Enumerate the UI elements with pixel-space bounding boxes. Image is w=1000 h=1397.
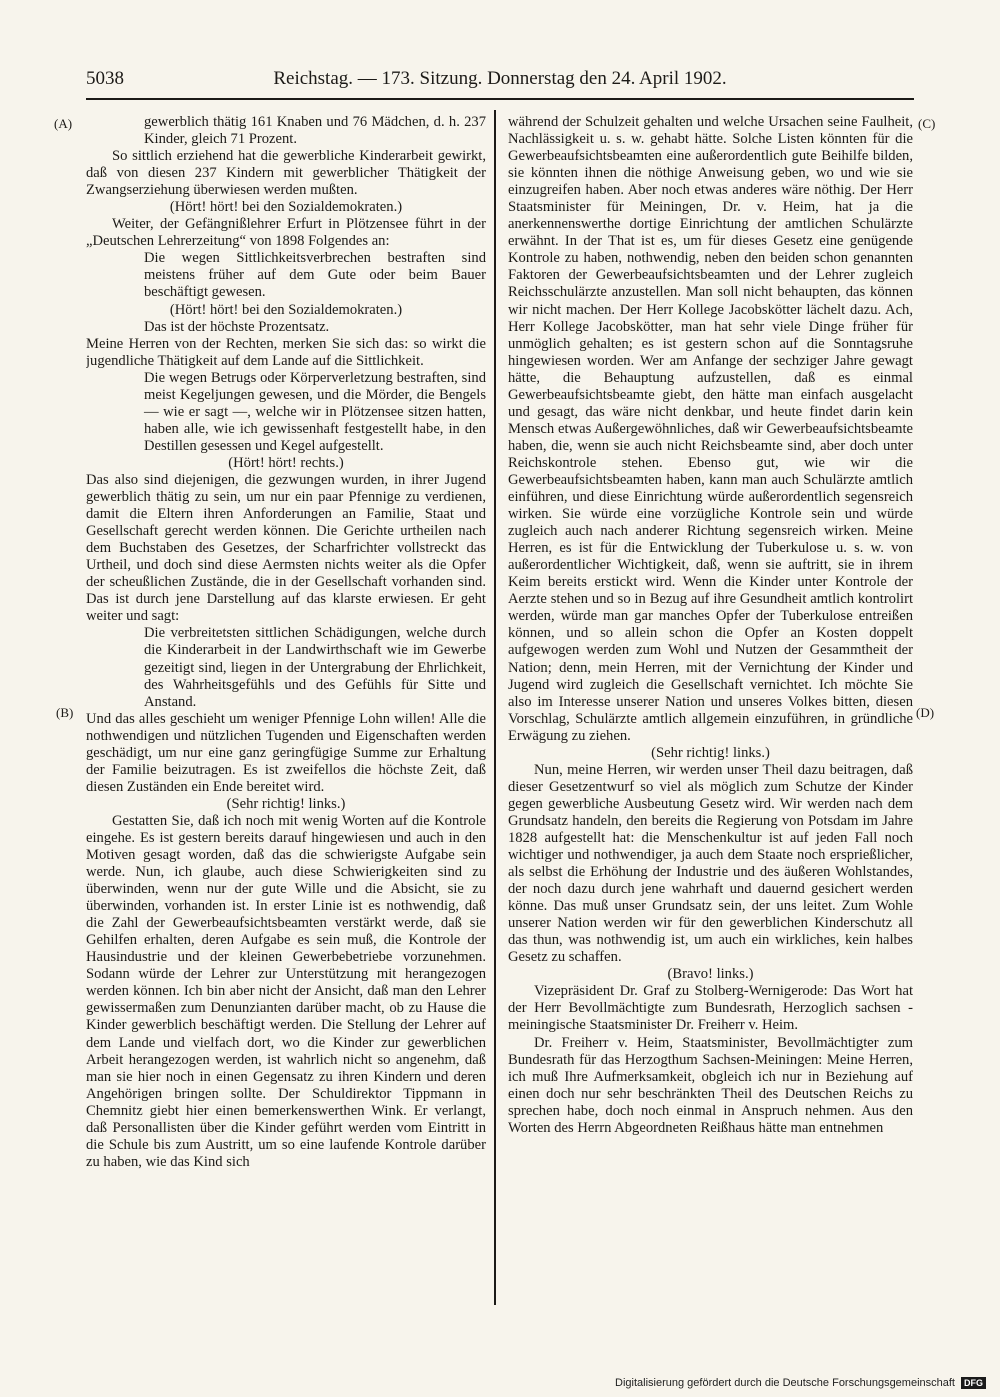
right-column — [508, 114, 913, 1310]
page-header — [86, 68, 914, 94]
margin-marker-c: (C) — [918, 116, 936, 131]
quotation: Die verbreitetsten sittlichen Schädigungen, welche durch die Kinderarbeit in der Landwirthschaft wie im Gewerbe gezeitigt sind, liegen in der Untergrabung der Ehrlichkeit, des Wahrheitsgefühls und des Gefühls für Sitte und Anstand. — [144, 625, 486, 710]
speaker-paragraph: Dr. Freiherr v. Heim, Staatsminister, Bevollmächtigter zum Bundesrath für das Herzogthum Sachsen-Meiningen: Meine Herren, ich muß Ihre Aufmerksamkeit, obgleich ich nur in Beziehung auf einen doch nur sehr beschränkten Theil des Deutschen Reichs zu sprechen habe, doch noch einmal in Anspruch nehmen. Aus den Worten des Herrn Abgeordneten Reißhaus hätte man entnehmen — [508, 1034, 913, 1136]
running-title: Reichstag. — 173. Sitzung. Donnerstag den 24. April 1902. — [273, 68, 727, 89]
margin-marker-b: (B) — [56, 705, 74, 720]
paragraph: während der Schulzeit gehalten und welche Ursachen seine Faulheit, Nachlässigkeit u. s. w. gehabt hätte. Solche Listen könnten für die Gewerbeaufsichtsbeamten eine außerordentlich gute Beihilfe bilden, sie könnten ihnen die nöthige Anweisung geben, wo und wie sie einzugreifen haben. Aber noch etwas anderes wäre nöthig. Der Herr Staatsminister für Meiningen, Dr. v. Heim, hat ja die anerkennenswerthe dortige Einrichtung der amtlichen Schulärzte erwähnt. In der That ist es, um für dieses Gesetz eine genügende Kontrole zu haben, nothwendig, neben den beiden schon genannten Faktoren der Gewerbeaufsichtsbeamten und der Lehrer zugleich Reichsschulärzte anzustellen. Man soll nicht behaupten, das können wir nicht machen. Der Herr Kollege Jacobskötter lächelt dazu. Ach, Herr Kollege Jacobskötter, man hat sehr viele Dinge früher für unmöglich gehalten; es ist gestern schon auf die Sonntagsruhe hingewiesen worden. Wer am Anfange der sechziger Jahre gewagt hätte, die Behauptung aufzustellen, daß es einmal Gewerbeaufsichtsbeamte giebt, den hätte man einfach ausgelacht und gesagt, das wäre nicht denkbar, und heute findet darin kein Mensch etwas Außergewöhnliches, daß wir Gewerbeaufsichtsbeamte haben, die, wenn sie auch nicht Reichsbeamte sind, aber doch unter Reichskontrole stehen. Ebenso gut, wie wir die Gewerbeaufsichtsbeamten haben, kann man auch Schulärzte amtlich einführen, und diese Einrichtung würde außerordentlich segensreich wirken. Sie würde eine vorzügliche Kontrole sein und würde zugleich auch nach anderer Richtung segensreich wirken. Meine Herren, es ist für die Entwicklung der Tuberkulose u. s. w. von außerordentlicher Wichtigkeit, daß, wenn sie auftritt, sie in ihrem Keim bereits erstickt wird. Wenn die Kinder unter Kontrole der Aerzte stehen und so in Bezug auf ihre Gesundheit amtlich kontrolirt werden, würde man gar manches Opfer der Tuberkulose entreißen können, und so allein schon die Opfer an Kosten doppelt aufgewogen werden zum Wohl und Nutzen der Gesammtheit der Nation; denn, mein Herren, mit der Vernichtung der Kinder und Jugend wird zugleich die Gesellschaft vernichtet. Ich möchte Sie also im Interesse unserer Nation und unseres Volkes bitten, diesen Vorschlag, Schulärzte amtlich allgemein einzuführen, in gründliche Erwägung zu ziehen. — [508, 114, 913, 744]
paragraph: Meine Herren von der Rechten, merken Sie sich das: so wirkt die jugendliche Thätigkeit auf dem Lande auf die Sittlichkeit. — [86, 335, 486, 369]
paragraph: Weiter, der Gefängnißlehrer Erfurt in Plötzensee führt in der „Deutschen Lehrerzeitung“ von 1898 Folgendes an: — [86, 216, 486, 250]
page-number: 5038 — [86, 68, 124, 89]
margin-marker-a: (A) — [54, 116, 73, 131]
interjection: (Sehr richtig! links.) — [226, 795, 346, 812]
speaker-paragraph: Vizepräsident Dr. Graf zu Stolberg-Wernigerode: Das Wort hat der Herr Bevollmächtigte zum Bundesrath, Herzoglich sachsen - meiningische Staatsminister Dr. Freiherr v. Heim. — [508, 983, 913, 1034]
page-footer — [615, 1377, 986, 1389]
interjection: (Hört! hört! rechts.) — [228, 454, 344, 471]
quotation: Das ist der höchste Prozentsatz. — [144, 318, 330, 335]
funding-note: Digitalisierung gefördert durch die Deutsche Forschungsgemeinschaft — [615, 1377, 955, 1389]
paragraph: Und das alles geschieht um weniger Pfennige Lohn willen! Alle die nothwendigen und nützlichen Tugenden und Eigenschaften werden geschädigt, um nur eine ganz geringfügige Summe zur Erhaltung der Familie beizutragen. Es ist zweifellos die höchste Zeit, daß diesen Zuständen ein Ende bereitet wird. — [86, 710, 486, 795]
header-rule — [86, 98, 914, 100]
interjection: (Hört! hört! bei den Sozialdemokraten.) — [169, 199, 403, 216]
paragraph: So sittlich erziehend hat die gewerbliche Kinderarbeit gewirkt, daß von diesen 237 Kindern mit gewerblicher Thätigkeit der Zwangserziehung überwiesen werden mußten. — [86, 148, 486, 199]
paragraph: gewerblich thätig 161 Knaben und 76 Mädchen, d. h. 237 Kinder, gleich 71 Prozent. — [144, 114, 486, 148]
paragraph: Das also sind diejenigen, die gezwungen wurden, in ihrer Jugend gewerblich thätig zu sein, um nur ein paar Pfennige zu verdienen, damit die Eltern ihren Anforderungen an Familie, Staat und Gesellschaft gerecht werden können. Die Gerichte urtheilen nach dem Buchstaben des Gesetzes, der Scharfrichter vollstreckt das Urtheil, und doch sind diese Aermsten nichts weiter als die Opfer der scheußlichen Zustände, die in der Gesellschaft vorhanden sind. Das ist durch jene Darstellung auf das klarste erwiesen. Er geht weiter und sagt: — [86, 471, 486, 625]
quotation: Die wegen Sittlichkeitsverbrechen bestraften sind meistens früher auf dem Gute oder beim Bauer beschäftigt gewesen. — [144, 250, 486, 301]
interjection: (Sehr richtig! links.) — [651, 744, 770, 761]
margin-marker-d: (D) — [916, 705, 935, 720]
dfg-logo: DFG — [961, 1377, 986, 1389]
quotation: Die wegen Betrugs oder Körperverletzung bestraften, sind meist Kegeljungen gewesen, und die Mörder, die Bengels — wie er sagt —, welche wir in Plötzensee sitzen hatten, haben alle, wie ich gewissenhaft festgestellt habe, in den Destillen gesessen und Kegel aufgestellt. — [144, 369, 486, 454]
interjection: (Hört! hört! bei den Sozialdemokraten.) — [169, 301, 403, 318]
interjection: (Bravo! links.) — [667, 966, 754, 983]
paragraph: Gestatten Sie, daß ich noch mit wenig Worten auf die Kontrole eingehe. Es ist gestern bereits darauf hingewiesen und auch in den Motiven gesagt worden, daß das die schwierigste Aufgabe sein werde. Nun, ich glaube, auch diese Schwierigkeiten sind zu überwinden, wenn nur der gute Wille und die Absicht, sie zu überwinden, vorhanden ist. In erster Linie ist es nothwendig, daß die Zahl der Gewerbeaufsichtsbeamten verstärkt werde, daß sie Gehilfen erhalten, deren Aufgabe es sein muß, die Kontrole der Hausindustrie und der kleinen Gewerbebetriebe vorzunehmen. Sodann würde der Lehrer zur Unterstützung mit herangezogen werden können. Ich bin aber nicht der Ansicht, daß man den Lehrer gewissermaßen zum Denunzianten darüber macht, ob zu Hause die Kinder gewerblich beschäftigt werden. Die Stellung der Lehrer auf dem Lande und vielfach dort, wo die Kinder zur gewerblichen Arbeit herangezogen werden, ist wahrlich nicht so angenehm, daß man sie hier noch in einen Gegensatz zu ihren Kindern und deren Angehörigen bringen sollte. Der Schuldirektor Tippmann in Chemnitz giebt hier einen bemerkenswerthen Wink. Er verlangt, daß Personallisten über die Kinder geführt werden vom Eintritt in die Schule bis zum Austritt, um so eine laufende Kontrole darüber zu haben, wie das Kind sich — [86, 812, 486, 1170]
column-divider — [494, 110, 496, 1305]
left-column — [86, 114, 486, 1310]
paragraph: Nun, meine Herren, wir werden unser Theil dazu beitragen, daß dieser Gesetzentwurf so viel als möglich zum Schutze der Kinder gegen gewerbliche Ausbeutung Gesetz wird. Wir werden nach dem Grundsatz handeln, den bereits die Regierung von Potsdam im Jahre 1828 aufgestellt hat: die Menschenkultur ist auf jeden Fall noch wichtiger und nothwendiger, ja auch dem Staate noch ersprießlicher, als selbst die Erhöhung der Industrie und des äußeren Wohlstandes, der noch dazu durch jene wahrhaft und dauernd gesichert werden könne. Das muß unser Grundsatz sein, der uns leitet. Zum Wohle unserer Nation werden wir für den gewerblichen Kinderschutz all das thun, was nothwendig ist, um auch ein wirkliches, kein halbes Gesetz zu schaffen. — [508, 761, 913, 966]
